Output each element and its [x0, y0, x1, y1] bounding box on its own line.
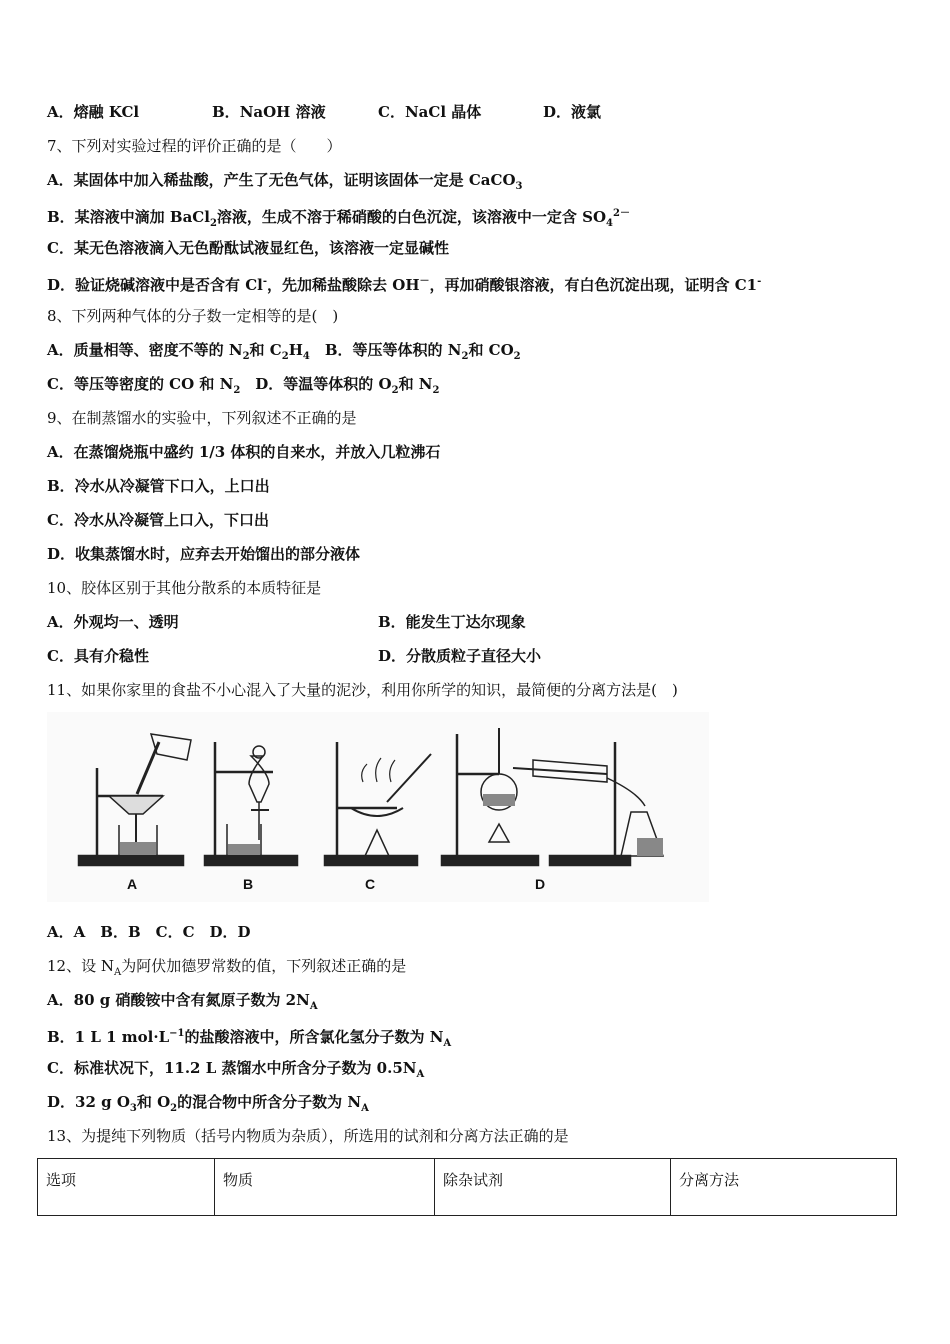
- q13-table: [37, 1158, 897, 1216]
- q12-stem: 12、设 $N_A$为阿伏加德罗常数的值，下列叙述正确的是: [47, 957, 407, 978]
- q8-options-cd: C．等压等密度的 CO 和 $N_2$ D．等温等体积的 $O_2$和 $N_2$: [47, 375, 440, 396]
- q11-apparatus-figure: [47, 712, 709, 902]
- table-header-row: [38, 1159, 897, 1216]
- figure-label-a: A: [127, 876, 138, 892]
- q12-option-b: B．1 L 1 $mol\cdot L^{-1}$的盐酸溶液中，所含氯化氢分子数为 $N_A$: [47, 1028, 452, 1049]
- table-header-cell: 选项: [38, 1159, 215, 1216]
- q6-option-d: D．液氯: [543, 103, 602, 121]
- q9-stem: 9、在制蒸馏水的实验中，下列叙述不正确的是: [47, 409, 357, 427]
- figure-label-b: B: [243, 876, 254, 892]
- q7-option-a: A．某固体中加入稀盐酸，产生了无色气体，证明该固体一定是 CaCO$_3$: [47, 171, 523, 192]
- q8-options-ab: A．质量相等、密度不等的 $N_2$和 $C_2H_4$ B．等压等体积的 $N_2$和 $CO_2$: [47, 341, 521, 362]
- table-header-cell: 分离方法: [671, 1159, 897, 1216]
- q7-option-b: B．某溶液中滴加 BaCl$_2$溶液，生成不溶于稀硝酸的白色沉淀，该溶液中一定含 $SO_4^{2-}$: [47, 208, 630, 229]
- q7-option-c: C．某无色溶液滴入无色酚酞试液显红色，该溶液一定显碱性: [47, 239, 449, 257]
- q12-option-d: D．32 g $O_3$和 $O_2$的混合物中所含分子数为 $N_A$: [47, 1093, 369, 1114]
- q12-option-c: C．标准状况下，11.2 L 蒸馏水中所含分子数为 $0.5N_A$: [47, 1059, 425, 1080]
- q11-stem: 11、如果你家里的食盐不小心混入了大量的泥沙，利用你所学的知识，最简便的分离方法是( ): [47, 681, 678, 699]
- q12-option-a: A．80 g 硝酸铵中含有氮原子数为 $2N_A$: [47, 991, 318, 1012]
- q6-option-c: C．NaCl 晶体: [378, 103, 482, 121]
- figure-label-d: D: [535, 876, 546, 892]
- table-header-cell: 除杂试剂: [435, 1159, 671, 1216]
- q9-option-b: B．冷水从冷凝管下口入，上口出: [47, 477, 270, 495]
- table-header-cell: 物质: [215, 1159, 435, 1216]
- q6-option-a: A．熔融 KCl: [47, 103, 140, 121]
- q11-options: A．A B．B C．C D．D: [47, 923, 251, 941]
- q13-stem: 13、为提纯下列物质（括号内物质为杂质），所选用的试剂和分离方法正确的是: [47, 1127, 569, 1145]
- q10-option-d: D．分散质粒子直径大小: [378, 647, 542, 665]
- figure-label-c: C: [365, 876, 376, 892]
- q6-option-b: B．NaOH 溶液: [212, 103, 326, 121]
- q10-option-a: A．外观均一、透明: [47, 613, 179, 631]
- q8-stem: 8、下列两种气体的分子数一定相等的是( ): [47, 307, 339, 325]
- q7-option-d: D．验证烧碱溶液中是否含有 Cl-，先加稀盐酸除去 OH－，再加硝酸银溶液，有白色沉淀出现，证明含 C1-: [47, 276, 762, 294]
- q10-stem: 10、胶体区别于其他分散系的本质特征是: [47, 579, 322, 597]
- q10-option-b: B．能发生丁达尔现象: [378, 613, 526, 631]
- q10-option-c: C．具有介稳性: [47, 647, 149, 665]
- q9-option-a: A．在蒸馏烧瓶中盛约 1/3 体积的自来水，并放入几粒沸石: [47, 443, 441, 461]
- q7-stem: 7、下列对实验过程的评价正确的是（ ）: [47, 137, 342, 155]
- q9-option-d: D．收集蒸馏水时，应弃去开始馏出的部分液体: [47, 545, 361, 563]
- q9-option-c: C．冷水从冷凝管上口入，下口出: [47, 511, 269, 529]
